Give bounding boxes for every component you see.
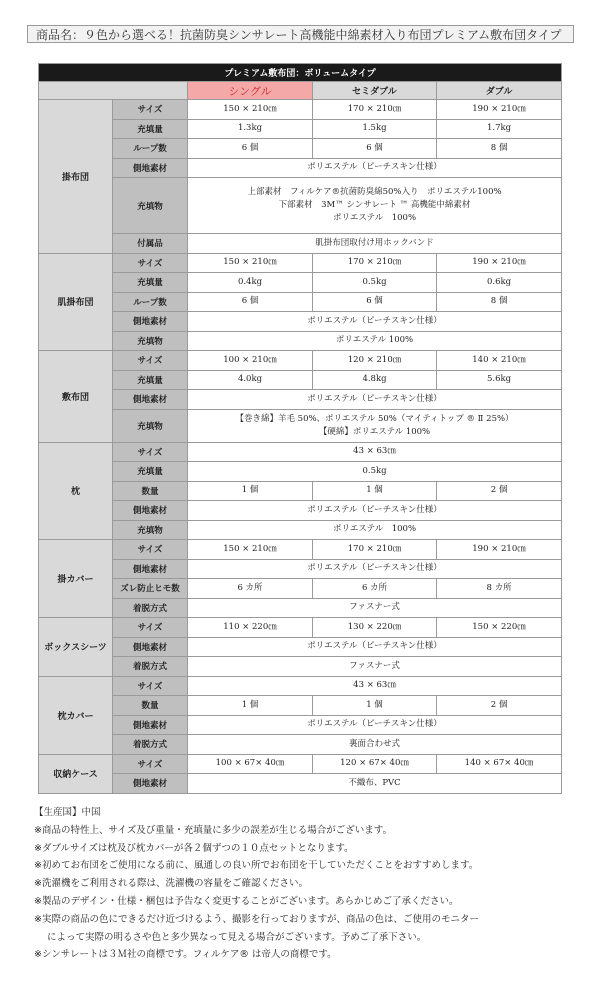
- note-line: ※初めてお布団をご使用になる前に、風通しの良い所でお布団を干していただくことをおすすめします。: [34, 860, 479, 872]
- row-label: サイズ: [113, 100, 188, 120]
- merged-value-cell: [188, 409, 562, 442]
- value-cell: 1 個: [313, 481, 437, 501]
- merged-value-cell: ポリエステル 100%: [188, 331, 562, 351]
- category-cell: 掛カバー: [39, 540, 113, 618]
- row-label: 側地素材: [113, 715, 188, 735]
- merged-value-cell: ポリエステル（ピーチスキン仕様）: [188, 501, 562, 521]
- value-cell: 110 × 220㎝: [188, 618, 313, 638]
- table-row: [39, 598, 562, 618]
- table-row: [39, 390, 562, 410]
- row-label: サイズ: [113, 540, 188, 560]
- value-cell: 2 個: [437, 696, 562, 716]
- note-line: ※製品のデザイン・仕様・梱包は予告なく変更することがございます。あらかじめご了承ください。: [34, 895, 459, 907]
- table-banner: プレミアム敷布団：ボリュームタイプ: [39, 64, 562, 82]
- row-label: 充填量: [113, 119, 188, 139]
- note-line: ※実際の商品の色にできるだけ近づけるよう、撮影を行っておりますが、商品の色は、ご使用のモニター: [34, 913, 479, 925]
- table-row: [39, 119, 562, 139]
- note-line: ※ダブルサイズは枕及び枕カバーが各２個ずつの１０点セットとなります。: [34, 842, 354, 854]
- note-line: ※商品の特性上、サイズ及び重量・充填量に多少の誤差が生じる場合がございます。: [34, 824, 392, 836]
- category-cell: 敷布団: [39, 351, 113, 443]
- table-row: [39, 735, 562, 755]
- value-cell: 150 × 210㎝: [188, 540, 313, 560]
- table-row: [39, 520, 562, 540]
- merged-value-cell: ポリエステル（ピーチスキン仕様）: [188, 637, 562, 657]
- value-cell: 6 個: [313, 292, 437, 312]
- value-cell: 5.6kg: [437, 370, 562, 390]
- category-cell: 枕カバー: [39, 676, 113, 754]
- row-label: 充填量: [113, 370, 188, 390]
- value-cell: 170 × 210㎝: [313, 253, 437, 273]
- value-cell: 190 × 210㎝: [437, 100, 562, 120]
- row-label: ズレ防止ヒモ数: [113, 579, 188, 599]
- value-cell: 2 個: [437, 481, 562, 501]
- table-row: [39, 158, 562, 178]
- column-header-semi-double: セミダブル: [313, 82, 437, 100]
- table-row: [39, 100, 562, 120]
- value-cell: 120 × 67× 40㎝: [313, 754, 437, 774]
- value-cell: 170 × 210㎝: [313, 540, 437, 560]
- row-label: 側地素材: [113, 501, 188, 521]
- value-cell: 8 個: [437, 292, 562, 312]
- table-row: [39, 253, 562, 273]
- value-cell: 1 個: [188, 481, 313, 501]
- note-line: ※洗濯機をご利用される際は、洗濯機の容量をご確認ください。: [34, 878, 308, 890]
- table-row: [39, 409, 562, 442]
- table-row: [39, 139, 562, 159]
- row-label: 数量: [113, 696, 188, 716]
- row-label: 付属品: [113, 234, 188, 254]
- value-cell: 6 個: [188, 292, 313, 312]
- value-cell: 6 個: [313, 139, 437, 159]
- row-label: サイズ: [113, 442, 188, 462]
- merged-value-cell: ファスナー式: [188, 657, 562, 677]
- value-cell: 1 個: [313, 696, 437, 716]
- value-cell: 190 × 210㎝: [437, 253, 562, 273]
- row-label: ループ数: [113, 292, 188, 312]
- row-label: ループ数: [113, 139, 188, 159]
- row-label: サイズ: [113, 253, 188, 273]
- row-label: サイズ: [113, 351, 188, 371]
- table-row: [39, 501, 562, 521]
- table-row: [39, 696, 562, 716]
- merged-value-cell: ポリエステル（ピーチスキン仕様）: [188, 715, 562, 735]
- row-label: 側地素材: [113, 158, 188, 178]
- value-cell: 150 × 220㎝: [437, 618, 562, 638]
- table-row: [39, 178, 562, 234]
- table-row: [39, 234, 562, 254]
- value-cell: 140 × 67× 40㎝: [437, 754, 562, 774]
- value-cell: 1.3kg: [188, 119, 313, 139]
- value-cell: 1.7kg: [437, 119, 562, 139]
- merged-value-cell: 肌掛布団取付け用ホックバンド: [188, 234, 562, 254]
- merged-value-cell: ファスナー式: [188, 598, 562, 618]
- merged-value-cell: 43 × 63㎝: [188, 442, 562, 462]
- row-label: サイズ: [113, 618, 188, 638]
- table-row: [39, 442, 562, 462]
- table-row: [39, 351, 562, 371]
- row-label: 充填物: [113, 178, 188, 234]
- value-cell: 150 × 210㎝: [188, 100, 313, 120]
- table-row: [39, 559, 562, 579]
- value-cell: 8 個: [437, 139, 562, 159]
- value-cell: 140 × 210㎝: [437, 351, 562, 371]
- merged-value-line: 上部素材 フィルケア®抗菌防臭綿50%入り ポリエステル100%: [247, 187, 502, 197]
- merged-value-cell: ポリエステル（ピーチスキン仕様）: [188, 158, 562, 178]
- value-cell: 130 × 220㎝: [313, 618, 437, 638]
- value-cell: 6 カ所: [188, 579, 313, 599]
- value-cell: 0.5kg: [313, 273, 437, 293]
- value-cell: 100 × 210㎝: [188, 351, 313, 371]
- value-cell: 8 カ所: [437, 579, 562, 599]
- merged-value-cell: ポリエステル（ピーチスキン仕様）: [188, 559, 562, 579]
- row-label: 側地素材: [113, 637, 188, 657]
- row-label: 充填量: [113, 462, 188, 482]
- row-label: 充填物: [113, 331, 188, 351]
- row-label: 側地素材: [113, 774, 188, 794]
- row-label: サイズ: [113, 754, 188, 774]
- merged-value-line: 【硬綿】ポリエステル 100%: [318, 426, 431, 437]
- note-origin: 【生産国】中国: [34, 807, 101, 818]
- note-line: によって実際の明るさや色と多少異なって見える場合がございます。予めご了承下さい。: [47, 931, 427, 943]
- row-label: サイズ: [113, 676, 188, 696]
- category-cell: ボックスシーツ: [39, 618, 113, 677]
- table-row: [39, 657, 562, 677]
- column-header-double: ダブル: [437, 82, 562, 100]
- category-cell: 掛布団: [39, 100, 113, 254]
- value-cell: 1.5kg: [313, 119, 437, 139]
- merged-value-cell: 0.5kg: [188, 462, 562, 482]
- row-label: 充填物: [113, 409, 188, 442]
- table-row: [39, 618, 562, 638]
- product-title: 商品名：９色から選べる！抗菌防臭シンサレート高機能中綿素材入り布団プレミアム敷布団タイプ: [27, 25, 574, 43]
- merged-value-line: ポリエステル 100%: [332, 213, 417, 223]
- value-cell: 1 個: [188, 696, 313, 716]
- value-cell: 4.8kg: [313, 370, 437, 390]
- category-cell: 肌掛布団: [39, 253, 113, 351]
- table-row: [39, 637, 562, 657]
- row-label: 充填物: [113, 520, 188, 540]
- table-row: [39, 540, 562, 560]
- row-label: 側地素材: [113, 390, 188, 410]
- table-row: [39, 370, 562, 390]
- table-row: [39, 676, 562, 696]
- merged-value-cell: ポリエステル（ピーチスキン仕様）: [188, 312, 562, 332]
- value-cell: 120 × 210㎝: [313, 351, 437, 371]
- row-label: 側地素材: [113, 559, 188, 579]
- table-row: [39, 481, 562, 501]
- value-cell: 6 カ所: [313, 579, 437, 599]
- value-cell: 170 × 210㎝: [313, 100, 437, 120]
- merged-value-cell: 43 × 63㎝: [188, 676, 562, 696]
- table-row: [39, 331, 562, 351]
- merged-value-line: 【巻き綿】羊毛 50%、ポリエステル 50%（マイティトップ ® Ⅱ 25%）: [235, 413, 514, 424]
- table-row: [39, 273, 562, 293]
- category-cell: 収納ケース: [39, 754, 113, 793]
- value-cell: 6 個: [188, 139, 313, 159]
- row-label: 充填量: [113, 273, 188, 293]
- merged-value-cell: 不織布、PVC: [188, 774, 562, 794]
- table-row: [39, 579, 562, 599]
- value-cell: 100 × 67× 40㎝: [188, 754, 313, 774]
- merged-value-cell: ポリエステル（ピーチスキン仕様）: [188, 390, 562, 410]
- category-cell: 枕: [39, 442, 113, 540]
- value-cell: 190 × 210㎝: [437, 540, 562, 560]
- column-header-single: シングル: [188, 82, 313, 100]
- notes: [34, 804, 574, 964]
- row-label: 着脱方式: [113, 657, 188, 677]
- table-row: [39, 715, 562, 735]
- table-row: [39, 754, 562, 774]
- table-row: [39, 462, 562, 482]
- table-row: [39, 292, 562, 312]
- merged-value-line: 下部素材 3M™ シンサレート ™ 高機能中綿素材: [278, 200, 471, 210]
- value-cell: 0.6kg: [437, 273, 562, 293]
- merged-value-cell: [188, 178, 562, 234]
- table-row: [39, 312, 562, 332]
- row-label: 側地素材: [113, 312, 188, 332]
- row-label: 着脱方式: [113, 598, 188, 618]
- merged-value-cell: ポリエステル 100%: [188, 520, 562, 540]
- value-cell: 150 × 210㎝: [188, 253, 313, 273]
- row-label: 数量: [113, 481, 188, 501]
- spec-table: [38, 63, 562, 794]
- value-cell: 0.4kg: [188, 273, 313, 293]
- note-line: ※シンサレートは３Ｍ社の商標です。フィルケア® は帝人の商標です。: [34, 949, 337, 961]
- merged-value-cell: 裏面合わせ式: [188, 735, 562, 755]
- header-blank: [39, 82, 188, 100]
- table-row: [39, 774, 562, 794]
- row-label: 着脱方式: [113, 735, 188, 755]
- value-cell: 4.0kg: [188, 370, 313, 390]
